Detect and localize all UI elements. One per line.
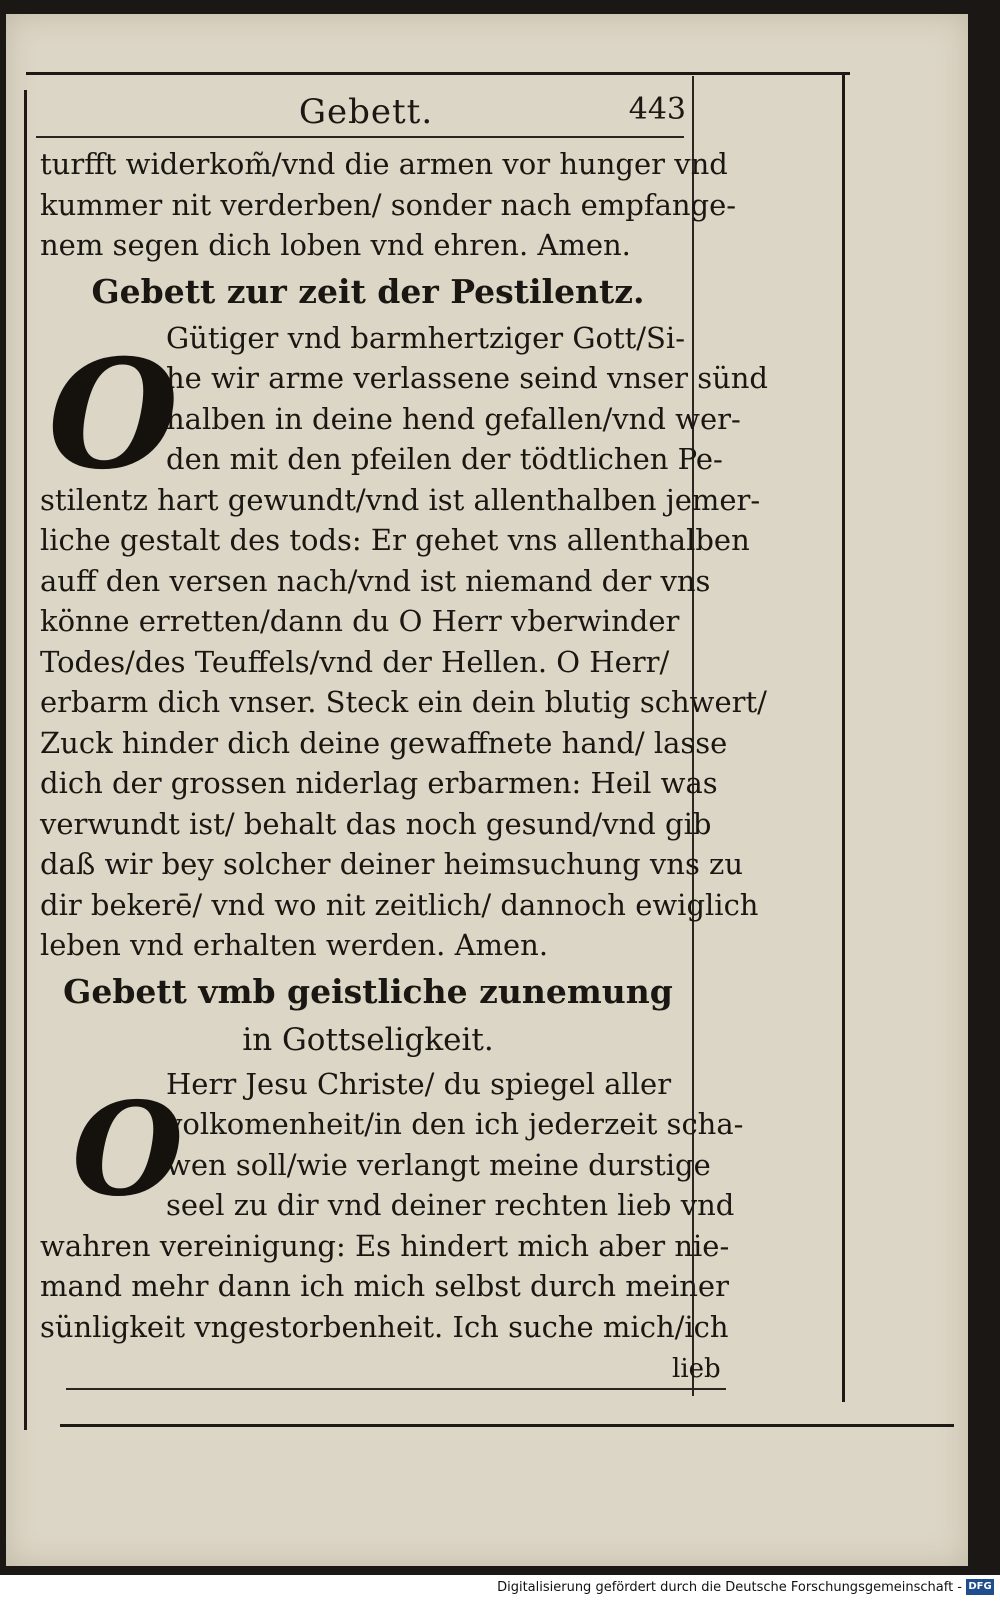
catchword: lieb (672, 1354, 721, 1384)
header-rule (36, 136, 684, 138)
page-header (36, 92, 696, 136)
text-line: halben in deine hend gefallen/vnd wer- (166, 401, 741, 436)
text-line: Todes/des Teuffels/vnd der Hellen. O Herr/ (40, 644, 670, 679)
text-line: he wir arme verlassene seind vnser sünd (166, 361, 768, 395)
text-line: könne erretten/dann du O Herr vberwinder (40, 604, 680, 638)
text-line: Herr Jesu Christe/ du spiegel aller (166, 1066, 672, 1101)
prayer-heading: Gebett zur zeit der Pestilentz. (91, 271, 645, 311)
text-line: verwundt ist/ behalt das noch gesund/vnd gib (40, 806, 712, 841)
text-line: nem segen dich loben vnd ehren. Amen. (40, 228, 631, 262)
running-title: Gebett. (298, 92, 434, 132)
text-line: volkomenheit/in den ich jederzeit scha- (166, 1107, 744, 1141)
prayer-heading-continued: in Gottseligkeit. (242, 1021, 494, 1058)
page-number: 443 (628, 92, 686, 127)
drop-initial: O (72, 1075, 184, 1225)
text-line: dich der grossen niderlag erbarmen: Heil was (40, 766, 718, 800)
text-line: erbarm dich vnser. Steck ein dein blutig schwert/ (40, 685, 767, 719)
text-line: liche gestalt des tods: Er gehet vns allenthalben (40, 523, 750, 557)
text-line: Gütiger vnd barmhertziger Gott/Si- (166, 320, 685, 355)
text-line: wen soll/wie verlangt meine durstige (166, 1147, 711, 1182)
frame-bottom-rule (60, 1424, 954, 1427)
text-line: auff den versen nach/vnd ist niemand der vns (40, 563, 711, 598)
drop-initial: O (48, 327, 179, 503)
text-line: wahren vereinigung: Es hindert mich aber nie- (40, 1228, 730, 1263)
text-line: kummer nit verderben/ sonder nach empfange- (40, 187, 737, 222)
text-line: den mit den pfeilen der tödtlichen Pe- (166, 442, 723, 476)
prayer-heading: Gebett vmb geistliche zunemung (63, 971, 673, 1011)
text-line: turfft widerkom̃/vnd die armen vor hunger vnd (40, 147, 728, 181)
text-line: Zuck hinder dich deine gewaffnete hand/ lasse (40, 725, 728, 760)
frame-right-rule (842, 72, 845, 1402)
text-line: dir bekerē/ vnd wo nit zeitlich/ dannoch ewiglich (40, 887, 759, 922)
dfg-logo: DFG (966, 1579, 994, 1595)
text-line: seel zu dir vnd deiner rechten lieb vnd (166, 1188, 735, 1222)
text-line: stilentz hart gewundt/vnd ist allenthalben jemer- (40, 482, 761, 517)
inner-bottom-rule (66, 1388, 726, 1390)
digitization-credit: Digitalisierung gefördert durch die Deutsche Forschungsgemeinschaft - (497, 1580, 962, 1595)
text-line: leben vnd erhalten werden. Amen. (40, 928, 549, 962)
text-line: mand mehr dann ich mich selbst durch meiner (40, 1269, 729, 1303)
text-line: sünligkeit vngestorbenheit. Ich suche mich/ich (40, 1309, 729, 1344)
text-line: daß wir bey solcher deiner heimsuchung vns zu (40, 847, 743, 881)
frame-top-rule (26, 72, 850, 75)
frame-left-rule (24, 90, 27, 1430)
